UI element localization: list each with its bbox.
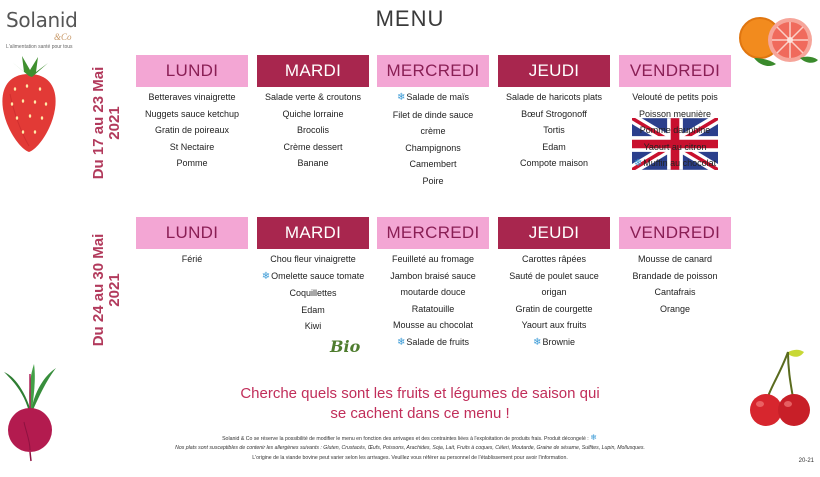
menu-item: Salade de haricots plats: [505, 92, 603, 102]
footer-notice-text: Solanid & Co se réserve la possibilité de modifier le menu en fonction des arrivages et des contraintes liées à l'exploitation de produits frais. Produit décongelé :: [222, 436, 589, 442]
menu-item: Tortis: [543, 125, 565, 135]
menu-items: [498, 251, 610, 351]
citrus-icon: [736, 8, 820, 70]
week-2-mardi: [257, 217, 369, 335]
season-message-line-2: se cachent dans ce menu !: [330, 405, 510, 422]
day-header: VENDREDI: [619, 217, 731, 249]
week-2-label: [91, 215, 123, 365]
menu-item: Feuilleté au fromage: [391, 254, 475, 264]
bio-logo: Bio: [330, 337, 361, 356]
page-code: 20-21: [798, 458, 814, 464]
week-1-jeudi: [498, 55, 610, 172]
menu-item: St Nectaire: [169, 141, 215, 152]
menu-item: Pomme: [176, 158, 208, 168]
menu-item: Champignons: [405, 142, 461, 153]
menu-item: crème: [420, 126, 446, 136]
menu-item: Betteraves vinaigrette: [148, 92, 236, 102]
menu-item: Kiwi: [304, 321, 322, 331]
footer-origin: L'origine de la viande bovine peut varier selon les arrivages. Veuillez vous référer au personnel de l'établissement pour avoir l'information.: [252, 455, 568, 461]
menu-items: [377, 251, 489, 351]
day-header: MARDI: [257, 217, 369, 249]
menu-item: Chou fleur vinaigrette: [270, 254, 356, 264]
menu-item: Nuggets sauce ketchup: [144, 108, 240, 119]
menu-items: [619, 89, 731, 173]
day-header: LUNDI: [136, 217, 248, 249]
menu-item: Salade verte & croutons: [264, 92, 362, 102]
snowflake-icon: ❄: [261, 270, 271, 282]
menu-item: Banane: [297, 158, 329, 168]
menu-item: Pomme dauphine: [639, 125, 711, 135]
week-1-label: [91, 48, 123, 198]
menu-items: [136, 251, 248, 268]
day-header: JEUDI: [498, 55, 610, 87]
menu-items: [619, 251, 731, 317]
snowflake-icon: ❄: [397, 92, 406, 103]
menu-item: Yaourt au citron: [643, 141, 707, 152]
menu-item: Férié: [181, 254, 203, 264]
brand-name: Solanid: [6, 8, 78, 32]
menu-items: [136, 89, 248, 172]
day-header: MERCREDI: [377, 55, 489, 87]
week-2-vendredi: [619, 217, 731, 317]
menu-item: ❄Brownie: [533, 336, 575, 348]
day-header: LUNDI: [136, 55, 248, 87]
menu-item: Sauté de poulet sauce: [509, 270, 599, 281]
day-header: VENDREDI: [619, 55, 731, 87]
menu-item: Brandade de poisson: [632, 270, 718, 281]
menu-item: Coquillettes: [289, 288, 337, 298]
page-title: MENU: [375, 6, 445, 31]
week-1-vendredi: [619, 55, 731, 173]
menu-items: [257, 89, 369, 172]
menu-item: Gratin de poireaux: [154, 125, 230, 135]
snowflake-icon: ❄: [590, 433, 597, 442]
menu-item: Crème dessert: [283, 141, 343, 152]
snowflake-icon: ❄: [533, 336, 542, 348]
menu-item: Carottes râpées: [521, 254, 587, 264]
menu-item: ❄Salade de maïs: [397, 92, 469, 103]
day-header: JEUDI: [498, 217, 610, 249]
season-message-line-1: Cherche quels sont les fruits et légumes de saison qui: [240, 385, 600, 402]
menu-item: ❄Muffin au chocolat: [633, 158, 717, 169]
week-1-dates: Du 17 au 23 Mai: [90, 66, 107, 180]
week-2-lundi: [136, 217, 248, 268]
menu-item: Poisson meunière: [638, 108, 712, 119]
menu-item: Gratin de courgette: [515, 303, 593, 314]
week-2-year: 2021: [106, 273, 123, 307]
menu-item: Edam: [301, 304, 325, 315]
week-1-mardi: [257, 55, 369, 172]
footer-allergens: Nos plats sont susceptibles de contenir les allergènes suivants : Gluten, Crustacés, Œufs, Poissons, Arachides, Soja, Lait, Fruits à coques, Céleri, Moutarde, Graine de sésame, Sulfites, Lupin, Mollusques.: [175, 445, 645, 451]
menu-item: Ratatouille: [411, 303, 455, 314]
menu-item: Camembert: [409, 159, 457, 169]
snowflake-icon: ❄: [633, 158, 643, 169]
menu-item: Brocolis: [296, 125, 329, 135]
week-1-mercredi: [377, 55, 489, 189]
menu-item: moutarde douce: [400, 287, 466, 297]
menu-item: Yaourt aux fruits: [521, 320, 587, 330]
week-2-mercredi: [377, 217, 489, 351]
menu-item: Quiche lorraine: [282, 108, 344, 119]
menu-item: Filet de dinde sauce: [392, 109, 474, 120]
brand-co: &Co: [54, 32, 72, 42]
menu-item: Compote maison: [519, 158, 589, 168]
menu-item: ❄Omelette sauce tomate: [261, 270, 365, 282]
week-2-dates: Du 24 au 30 Mai: [90, 233, 107, 347]
menu-items: [377, 89, 489, 189]
day-header: MARDI: [257, 55, 369, 87]
week-1-year: 2021: [106, 106, 123, 140]
strawberry-icon: [0, 54, 58, 154]
menu-items: [257, 251, 369, 335]
menu-item: Jambon braisé sauce: [390, 270, 476, 281]
week-1-lundi: [136, 55, 248, 172]
menu-item: Velouté de petits pois: [632, 92, 718, 102]
menu-item: Orange: [659, 303, 691, 314]
menu-items: [498, 89, 610, 172]
menu-item: Cantafrais: [654, 287, 696, 297]
brand-tagline: L'alimentation santé pour tous: [6, 44, 73, 50]
menu-item: Mousse de canard: [637, 254, 713, 264]
day-header: MERCREDI: [377, 217, 489, 249]
menu-item: Poire: [422, 175, 444, 186]
menu-item: origan: [541, 287, 567, 297]
snowflake-icon: ❄: [397, 336, 406, 348]
week-2-jeudi: [498, 217, 610, 351]
menu-item: Mousse au chocolat: [392, 320, 474, 330]
menu-item: Bœuf Strogonoff: [521, 108, 587, 119]
menu-item: Edam: [542, 141, 566, 152]
menu-item: ❄Salade de fruits: [397, 336, 469, 348]
